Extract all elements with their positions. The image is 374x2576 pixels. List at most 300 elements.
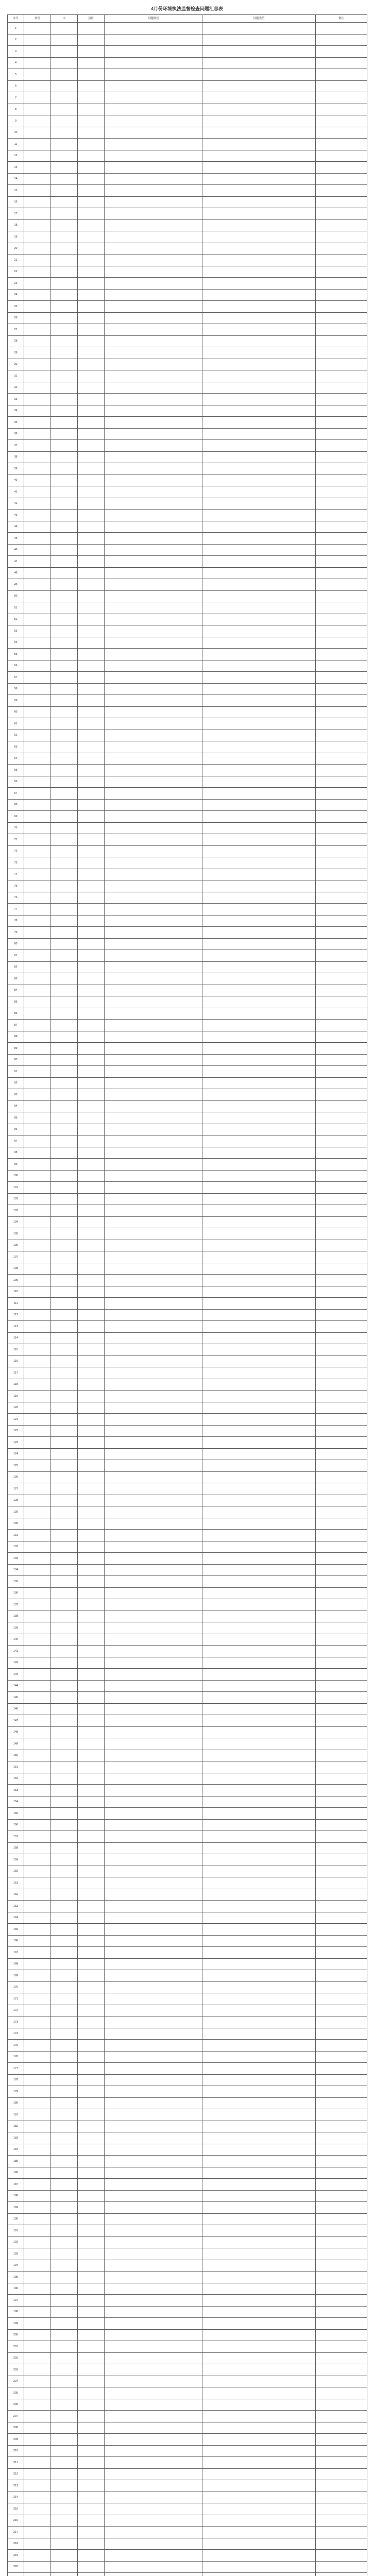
cell-city — [51, 405, 78, 417]
cell-province — [24, 2132, 51, 2144]
cell-province — [24, 1773, 51, 1785]
cell-problem-type — [202, 1391, 316, 1402]
cell-description — [105, 1993, 202, 2005]
cell-district — [78, 1309, 105, 1321]
cell-index: 203 — [8, 2364, 24, 2376]
cell-district — [78, 2515, 105, 2527]
cell-district — [78, 1738, 105, 1750]
cell-index: 75 — [8, 880, 24, 892]
cell-province — [24, 219, 51, 231]
cell-province — [24, 614, 51, 625]
cell-province — [24, 173, 51, 185]
cell-city — [51, 301, 78, 313]
table-row — [8, 730, 367, 741]
cell-index: 132 — [8, 1541, 24, 1553]
cell-index: 209 — [8, 2434, 24, 2446]
cell-problem-type — [202, 185, 316, 197]
table-row — [8, 498, 367, 510]
cell-index: 204 — [8, 2376, 24, 2387]
cell-remarks — [316, 1402, 367, 1414]
cell-city — [51, 2295, 78, 2307]
cell-city — [51, 324, 78, 336]
cell-description — [105, 695, 202, 707]
cell-city — [51, 1193, 78, 1205]
page-title: 4月份环境执法监督检查问题汇总表 — [150, 6, 223, 11]
cell-district — [78, 1182, 105, 1194]
cell-city — [51, 370, 78, 382]
cell-district — [78, 139, 105, 150]
cell-remarks — [316, 1947, 367, 1959]
cell-city — [51, 2480, 78, 2492]
cell-district — [78, 1773, 105, 1785]
cell-description — [105, 1391, 202, 1402]
cell-city — [51, 1553, 78, 1565]
cell-problem-type — [202, 1518, 316, 1530]
cell-remarks — [316, 1657, 367, 1669]
table-row — [8, 510, 367, 521]
cell-district — [78, 1228, 105, 1240]
cell-district — [78, 741, 105, 753]
cell-district — [78, 2329, 105, 2341]
cell-city — [51, 892, 78, 904]
cell-problem-type — [202, 1066, 316, 1078]
cell-city — [51, 1669, 78, 1681]
cell-district — [78, 394, 105, 405]
cell-index: 148 — [8, 1726, 24, 1738]
cell-district — [78, 1947, 105, 1959]
table-row — [8, 394, 367, 405]
cell-index: 196 — [8, 2283, 24, 2295]
cell-remarks — [316, 1506, 367, 1518]
cell-problem-type — [202, 382, 316, 394]
cell-remarks — [316, 2260, 367, 2272]
cell-index: 14 — [8, 173, 24, 185]
table-row — [8, 2492, 367, 2503]
cell-remarks — [316, 127, 367, 139]
table-row — [8, 69, 367, 81]
cell-province — [24, 1576, 51, 1588]
cell-problem-type — [202, 2492, 316, 2503]
cell-index: 134 — [8, 1564, 24, 1576]
cell-remarks — [316, 985, 367, 996]
cell-city — [51, 1657, 78, 1669]
cell-description — [105, 2422, 202, 2434]
cell-index: 160 — [8, 1866, 24, 1877]
cell-index: 219 — [8, 2550, 24, 2562]
cell-problem-type — [202, 1112, 316, 1124]
cell-index: 9 — [8, 115, 24, 127]
table-row — [8, 2538, 367, 2550]
cell-province — [24, 1553, 51, 1565]
cell-problem-type — [202, 231, 316, 243]
cell-problem-type — [202, 2399, 316, 2411]
table-body — [8, 23, 367, 2576]
cell-description — [105, 1958, 202, 1970]
cell-problem-type — [202, 2225, 316, 2237]
cell-index: 7 — [8, 92, 24, 104]
cell-province — [24, 567, 51, 579]
cell-city — [51, 1947, 78, 1959]
cell-description — [105, 196, 202, 208]
cell-remarks — [316, 1205, 367, 1217]
cell-remarks — [316, 1228, 367, 1240]
cell-city — [51, 2527, 78, 2538]
cell-problem-type — [202, 2411, 316, 2422]
table-row — [8, 2341, 367, 2353]
cell-city — [51, 1680, 78, 1692]
cell-index: 29 — [8, 347, 24, 359]
table-row — [8, 1240, 367, 1251]
cell-city — [51, 2492, 78, 2503]
cell-city — [51, 880, 78, 892]
table-row — [8, 880, 367, 892]
table-row — [8, 1124, 367, 1136]
cell-description — [105, 799, 202, 811]
cell-province — [24, 1680, 51, 1692]
cell-problem-type — [202, 1321, 316, 1333]
cell-city — [51, 1981, 78, 1993]
table-row — [8, 2318, 367, 2330]
cell-index: 147 — [8, 1715, 24, 1727]
cell-district — [78, 2179, 105, 2191]
cell-city — [51, 950, 78, 962]
cell-city — [51, 1518, 78, 1530]
table-row — [8, 544, 367, 556]
cell-index: 65 — [8, 765, 24, 776]
cell-district — [78, 1425, 105, 1437]
cell-description — [105, 127, 202, 139]
cell-city — [51, 196, 78, 208]
cell-district — [78, 1854, 105, 1866]
cell-district — [78, 1553, 105, 1565]
cell-index: 202 — [8, 2352, 24, 2364]
cell-province — [24, 1379, 51, 1391]
cell-remarks — [316, 1309, 367, 1321]
cell-province — [24, 2074, 51, 2086]
table-row — [8, 266, 367, 278]
cell-index: 111 — [8, 1298, 24, 1310]
cell-remarks — [316, 1100, 367, 1112]
table-row — [8, 695, 367, 707]
cell-description — [105, 660, 202, 672]
cell-remarks — [316, 2086, 367, 2098]
cell-problem-type — [202, 950, 316, 962]
cell-remarks — [316, 2097, 367, 2109]
cell-province — [24, 440, 51, 452]
cell-province — [24, 2190, 51, 2202]
cell-problem-type — [202, 1564, 316, 1576]
cell-remarks — [316, 765, 367, 776]
cell-remarks — [316, 938, 367, 950]
cell-city — [51, 1425, 78, 1437]
cell-remarks — [316, 451, 367, 463]
table-row — [8, 2515, 367, 2527]
cell-index: 127 — [8, 1483, 24, 1495]
cell-city — [51, 1414, 78, 1426]
cell-remarks — [316, 2040, 367, 2052]
cell-description — [105, 46, 202, 58]
table-row — [8, 788, 367, 800]
table-row — [8, 1251, 367, 1263]
cell-problem-type — [202, 1460, 316, 1472]
cell-city — [51, 1182, 78, 1194]
cell-index: 125 — [8, 1460, 24, 1472]
cell-province — [24, 382, 51, 394]
cell-city — [51, 741, 78, 753]
cell-description — [105, 1309, 202, 1321]
cell-description — [105, 1935, 202, 1947]
cell-description — [105, 718, 202, 730]
cell-description — [105, 2341, 202, 2353]
cell-province — [24, 1877, 51, 1889]
cell-index: 143 — [8, 1669, 24, 1681]
cell-city — [51, 1367, 78, 1379]
cell-remarks — [316, 428, 367, 440]
cell-problem-type — [202, 2260, 316, 2272]
cell-problem-type — [202, 1159, 316, 1171]
table-row — [8, 1425, 367, 1437]
cell-district — [78, 1483, 105, 1495]
cell-city — [51, 2260, 78, 2272]
cell-city — [51, 683, 78, 695]
cell-city — [51, 2156, 78, 2167]
cell-district — [78, 567, 105, 579]
cell-province — [24, 1321, 51, 1333]
cell-problem-type — [202, 2179, 316, 2191]
cell-description — [105, 1043, 202, 1055]
cell-district — [78, 1100, 105, 1112]
cell-remarks — [316, 2202, 367, 2214]
cell-description — [105, 927, 202, 939]
cell-city — [51, 1228, 78, 1240]
table-row — [8, 1877, 367, 1889]
cell-city — [51, 869, 78, 880]
cell-remarks — [316, 2538, 367, 2550]
cell-district — [78, 1170, 105, 1182]
cell-city — [51, 359, 78, 370]
cell-district — [78, 173, 105, 185]
cell-index: 6 — [8, 80, 24, 92]
cell-description — [105, 1136, 202, 1147]
table-row — [8, 2387, 367, 2399]
cell-province — [24, 2561, 51, 2573]
cell-province — [24, 1367, 51, 1379]
cell-province — [24, 718, 51, 730]
cell-remarks — [316, 2329, 367, 2341]
cell-index: 44 — [8, 521, 24, 533]
cell-province — [24, 2179, 51, 2191]
cell-index: 28 — [8, 335, 24, 347]
table-row — [8, 1611, 367, 1622]
cell-city — [51, 1819, 78, 1831]
cell-province — [24, 2236, 51, 2248]
cell-city — [51, 1854, 78, 1866]
cell-description — [105, 2063, 202, 2075]
cell-remarks — [316, 173, 367, 185]
cell-problem-type — [202, 474, 316, 486]
cell-province — [24, 139, 51, 150]
cell-remarks — [316, 2074, 367, 2086]
cell-province — [24, 1066, 51, 1078]
cell-index: 78 — [8, 915, 24, 927]
cell-problem-type — [202, 1332, 316, 1344]
cell-description — [105, 2329, 202, 2341]
cell-remarks — [316, 1866, 367, 1877]
cell-remarks — [316, 1344, 367, 1356]
table-row — [8, 625, 367, 637]
cell-province — [24, 1100, 51, 1112]
table-row — [8, 2028, 367, 2040]
table-row — [8, 1379, 367, 1391]
cell-problem-type — [202, 1263, 316, 1275]
table-row — [8, 579, 367, 591]
cell-index: 189 — [8, 2202, 24, 2214]
cell-index: 217 — [8, 2527, 24, 2538]
cell-city — [51, 510, 78, 521]
cell-district — [78, 266, 105, 278]
cell-description — [105, 985, 202, 996]
cell-problem-type — [202, 1541, 316, 1553]
cell-city — [51, 2411, 78, 2422]
cell-index: 26 — [8, 312, 24, 324]
cell-description — [105, 915, 202, 927]
cell-description — [105, 2376, 202, 2387]
cell-province — [24, 2573, 51, 2576]
cell-index: 172 — [8, 2005, 24, 2016]
cell-problem-type — [202, 1448, 316, 1460]
cell-district — [78, 822, 105, 834]
cell-description — [105, 1495, 202, 1506]
cell-remarks — [316, 1831, 367, 1843]
cell-problem-type — [202, 1599, 316, 1611]
cell-index: 17 — [8, 208, 24, 220]
cell-district — [78, 996, 105, 1008]
cell-description — [105, 474, 202, 486]
cell-description — [105, 1460, 202, 1472]
cell-remarks — [316, 139, 367, 150]
cell-problem-type — [202, 150, 316, 162]
cell-district — [78, 1471, 105, 1483]
cell-description — [105, 1077, 202, 1089]
cell-problem-type — [202, 1576, 316, 1588]
cell-remarks — [316, 2550, 367, 2562]
cell-district — [78, 1216, 105, 1228]
cell-remarks — [316, 753, 367, 765]
cell-remarks — [316, 869, 367, 880]
cell-province — [24, 2306, 51, 2318]
table-row — [8, 2236, 367, 2248]
cell-description — [105, 1947, 202, 1959]
cell-province — [24, 1043, 51, 1055]
cell-problem-type — [202, 69, 316, 81]
cell-remarks — [316, 1286, 367, 1298]
cell-problem-type — [202, 1738, 316, 1750]
cell-problem-type — [202, 2306, 316, 2318]
cell-remarks — [316, 347, 367, 359]
cell-index: 117 — [8, 1367, 24, 1379]
cell-description — [105, 1842, 202, 1854]
cell-province — [24, 1136, 51, 1147]
cell-province — [24, 405, 51, 417]
cell-district — [78, 80, 105, 92]
cell-province — [24, 753, 51, 765]
cell-district — [78, 2295, 105, 2307]
cell-remarks — [316, 915, 367, 927]
cell-province — [24, 2040, 51, 2052]
cell-description — [105, 533, 202, 545]
cell-province — [24, 1646, 51, 1657]
cell-city — [51, 2097, 78, 2109]
cell-province — [24, 1495, 51, 1506]
cell-city — [51, 278, 78, 290]
cell-remarks — [316, 2236, 367, 2248]
cell-district — [78, 938, 105, 950]
cell-province — [24, 1263, 51, 1275]
cell-province — [24, 2248, 51, 2260]
cell-district — [78, 486, 105, 498]
cell-problem-type — [202, 753, 316, 765]
cell-problem-type — [202, 2283, 316, 2295]
cell-index: 89 — [8, 1043, 24, 1055]
cell-district — [78, 2016, 105, 2028]
cell-remarks — [316, 510, 367, 521]
cell-district — [78, 1703, 105, 1715]
table-row — [8, 2399, 367, 2411]
table-row — [8, 196, 367, 208]
cell-province — [24, 255, 51, 266]
cell-problem-type — [202, 1842, 316, 1854]
cell-city — [51, 904, 78, 916]
cell-index: 80 — [8, 938, 24, 950]
cell-city — [51, 2399, 78, 2411]
cell-district — [78, 590, 105, 602]
cell-province — [24, 359, 51, 370]
cell-remarks — [316, 1854, 367, 1866]
cell-problem-type — [202, 1275, 316, 1286]
cell-remarks — [316, 1240, 367, 1251]
cell-city — [51, 23, 78, 35]
cell-city — [51, 2236, 78, 2248]
cell-remarks — [316, 2213, 367, 2225]
cell-description — [105, 1761, 202, 1773]
table-row — [8, 2422, 367, 2434]
cell-problem-type — [202, 1901, 316, 1912]
cell-description — [105, 1355, 202, 1367]
cell-district — [78, 2503, 105, 2515]
cell-city — [51, 1622, 78, 1634]
cell-remarks — [316, 857, 367, 869]
cell-description — [105, 776, 202, 788]
cell-province — [24, 521, 51, 533]
cell-problem-type — [202, 1077, 316, 1089]
cell-district — [78, 521, 105, 533]
cell-city — [51, 289, 78, 301]
cell-remarks — [316, 2063, 367, 2075]
cell-description — [105, 185, 202, 197]
cell-description — [105, 2005, 202, 2016]
cell-province — [24, 1355, 51, 1367]
cell-province — [24, 2109, 51, 2121]
cell-problem-type — [202, 1506, 316, 1518]
table-row — [8, 2306, 367, 2318]
cell-district — [78, 1692, 105, 1704]
cell-remarks — [316, 1391, 367, 1402]
cell-city — [51, 1240, 78, 1251]
cell-district — [78, 2527, 105, 2538]
cell-description — [105, 706, 202, 718]
cell-city — [51, 776, 78, 788]
cell-district — [78, 1031, 105, 1043]
